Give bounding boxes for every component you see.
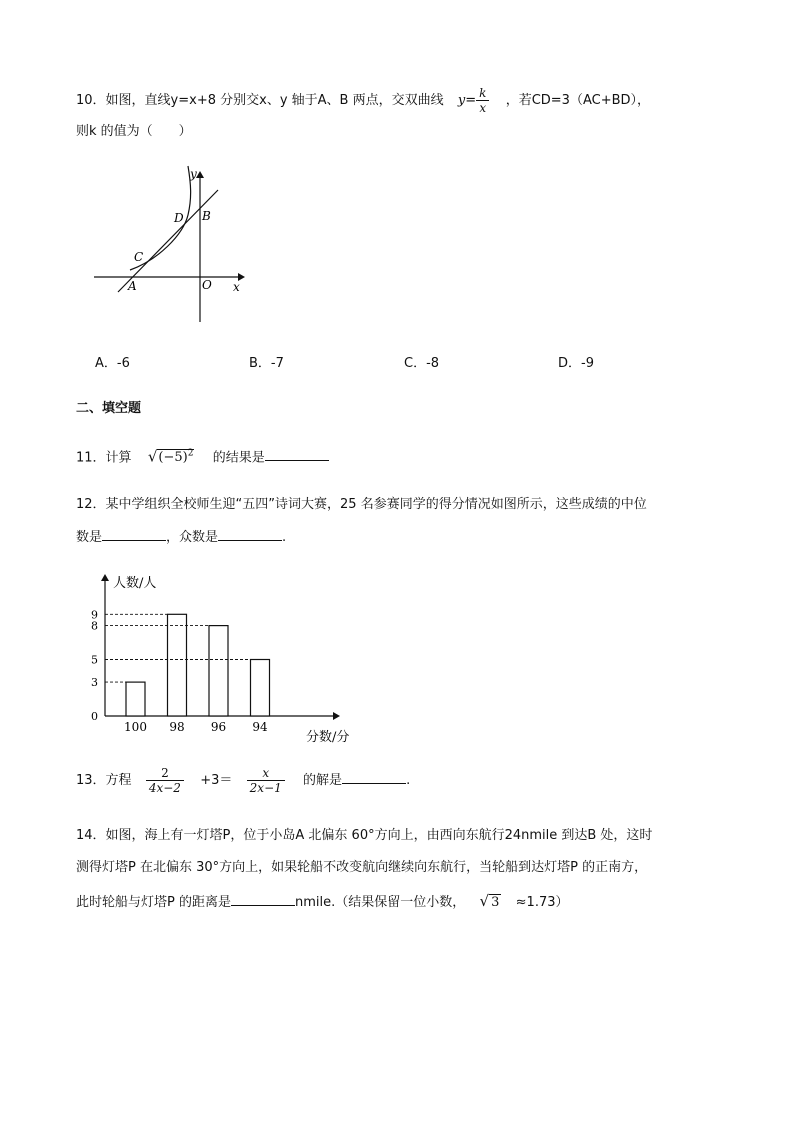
q13-text-b: 的解是: [303, 773, 343, 788]
chart-bar: [168, 614, 187, 716]
q11-exponent: 2: [187, 449, 194, 459]
q10-option-c: C．-8: [404, 356, 440, 371]
q13-f1-den: 4x−2: [146, 780, 184, 795]
q12-line2: [76, 526, 286, 548]
chart-bar: [251, 660, 270, 717]
q10-label-d: D: [174, 211, 184, 225]
q10-figure: [88, 160, 253, 330]
q11-sqrt: $√(-5)^2$: [147, 447, 194, 466]
q10-eq-eq: =: [465, 93, 477, 108]
q14-text-3c: ≈1.73）: [515, 895, 569, 910]
q13-text-a: 方程: [105, 773, 132, 788]
chart-ytick-label: 0: [91, 710, 98, 723]
q10-text-a: 如图，直线y=x+8 分别交x、y 轴于A、B 两点，交双曲线: [105, 93, 444, 108]
q10-label-o: O: [202, 278, 212, 292]
q14-sqrt: √ 3: [479, 892, 500, 910]
chart-y-label: 人数/人: [113, 576, 157, 591]
q10-label-y: y: [190, 167, 197, 181]
chart-x-arrow: [333, 712, 340, 720]
q10-fraction: [476, 86, 489, 115]
q14-number: 14．: [76, 828, 106, 843]
q10-eq-y: y: [457, 93, 466, 108]
chart-ytick-label: 5: [91, 653, 98, 667]
section-title: 二、填空题: [76, 401, 142, 416]
q14-line3: [76, 891, 569, 913]
q11-text-b: 的结果是: [212, 450, 265, 466]
q10-number: 10．: [76, 93, 106, 108]
q11-number: 11．: [76, 450, 106, 466]
q14-text-3a: 此时轮船与灯塔P 的距离是: [76, 895, 231, 910]
q13-f2-num: x: [262, 766, 270, 780]
q10-frac-den: x: [476, 100, 489, 115]
chart-category-label: 96: [210, 720, 227, 734]
q12-median-blank[interactable]: [102, 526, 166, 541]
chart-ytick-label: 9: [91, 608, 98, 622]
q13-end: .: [406, 773, 411, 788]
q13-fraction-2: [247, 766, 285, 795]
chart-x-label: 分数/分: [306, 730, 350, 745]
q14-line1: [76, 826, 652, 846]
q11-text-a: 计算: [105, 450, 132, 466]
q12-bar-chart: [82, 568, 382, 748]
q10-y-arrow: [196, 171, 204, 178]
q12-text-2b: ，众数是: [166, 530, 219, 545]
chart-ytick-label: 8: [91, 619, 98, 633]
q12-number: 12．: [76, 497, 106, 512]
q10-line1: [76, 86, 650, 115]
q14-text-1: 如图，海上有一灯塔P，位于小岛A 北偏东 60°方向上，由西向东航行24nmile 到达B 处，这时: [105, 828, 653, 843]
q12-text-2c: .: [282, 530, 287, 545]
q13-answer-blank[interactable]: [342, 769, 406, 784]
chart-ytick-label: 3: [91, 676, 98, 690]
q10-label-c: C: [134, 250, 144, 264]
q12-line1: [76, 495, 647, 515]
q12-text-1: 某中学组织全校师生迎“五四”诗词大赛，25 名参赛同学的得分情况如图所示，这些成绩的中位: [105, 497, 647, 512]
q14-text-3b: nmile.（结果保留一位小数，: [294, 895, 466, 910]
q13-fraction-1: [146, 766, 184, 795]
chart-category-label: 98: [169, 720, 185, 734]
chart-bar: [209, 626, 228, 716]
q13-plus: +3＝: [200, 773, 233, 788]
q10-option-a: A．-6: [95, 356, 130, 371]
q13-f2-den: 2x−1: [247, 780, 285, 795]
q13-f1-num: 2: [161, 766, 169, 780]
q10-text-b: ，若CD=3（AC+BD），: [505, 93, 651, 108]
q13-number: 13．: [76, 773, 106, 788]
q12-text-2a: 数是: [76, 530, 103, 545]
q12-mode-blank[interactable]: [218, 526, 282, 541]
chart-y-arrow: [101, 574, 109, 581]
q14-answer-blank[interactable]: [231, 891, 295, 906]
q13-line: [76, 766, 410, 795]
chart-category-label: 100: [124, 720, 147, 734]
chart-bar: [126, 682, 145, 716]
q10-frac-num: k: [479, 86, 487, 100]
q14-line2: 测得灯塔P 在北偏东 30°方向上，如果轮船不改变航向继续向东航行，当轮船到达灯塔P 的正南方，: [76, 860, 648, 875]
q11-line: [76, 444, 329, 468]
q10-option-d: D．-9: [558, 356, 594, 371]
q11-answer-blank[interactable]: [265, 446, 329, 461]
q10-label-x: x: [233, 280, 240, 294]
chart-category-label: 94: [252, 720, 268, 734]
q11-radicand: (−5): [158, 450, 188, 466]
q10-line2: 则k 的值为（ ）: [76, 124, 192, 139]
q10-label-a: A: [128, 279, 137, 293]
q10-option-b: B．-7: [249, 356, 284, 371]
q10-label-b: B: [202, 209, 211, 223]
